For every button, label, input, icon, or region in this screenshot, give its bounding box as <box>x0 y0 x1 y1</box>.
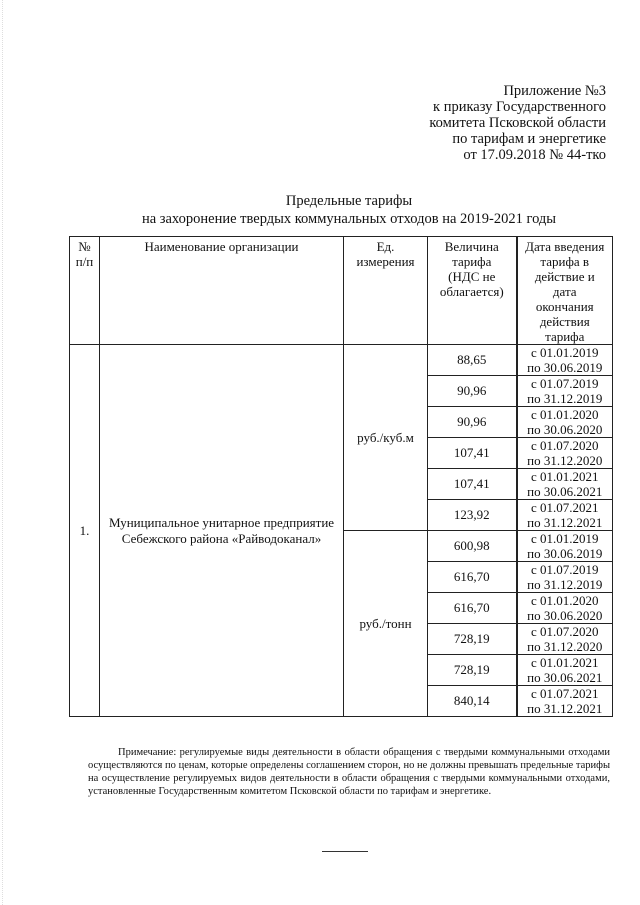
tariff-period <box>517 438 613 469</box>
period-from: с 01.01.2021 <box>530 469 599 484</box>
period-to: по 31.12.2020 <box>527 639 603 654</box>
period-from: с 01.07.2019 <box>530 562 599 577</box>
period-to: по 30.06.2021 <box>527 670 603 685</box>
header-date <box>517 237 613 345</box>
header-value-line: тарифа <box>452 254 492 269</box>
period-from: с 01.01.2020 <box>530 407 599 422</box>
tariff-value: 88,65 <box>428 345 517 376</box>
header-unit <box>344 237 428 345</box>
header-value <box>428 237 517 345</box>
header-date-line: тарифа в <box>540 254 590 269</box>
header-date-line: окончания <box>535 299 594 314</box>
header-num-line: № <box>78 239 91 254</box>
period-to: по 30.06.2021 <box>527 484 603 499</box>
header-org-label: Наименование организации <box>144 239 299 254</box>
period-from: с 01.01.2020 <box>530 593 599 608</box>
tariff-value: 728,19 <box>428 655 517 686</box>
header-date-line: Дата введения <box>525 239 605 254</box>
period-to: по 30.06.2020 <box>527 608 603 623</box>
header-unit-line: Ед. <box>376 239 395 254</box>
tariff-value: 123,92 <box>428 500 517 531</box>
title-line: на захоронение твердых коммунальных отходов на 2019-2021 годы <box>141 211 557 227</box>
tariff-period <box>517 624 613 655</box>
header-date-line: дата <box>552 284 577 299</box>
appendix-line: по тарифам и энергетике <box>452 131 606 147</box>
header-date-line: действие и <box>534 269 595 284</box>
period-to: по 31.12.2019 <box>527 577 603 592</box>
tariff-value: 90,96 <box>428 407 517 438</box>
tariff-period <box>517 562 613 593</box>
tariff-period <box>517 593 613 624</box>
appendix-line: к приказу Государственного <box>433 99 606 115</box>
period-to: по 30.06.2020 <box>527 422 603 437</box>
tariff-period <box>517 469 613 500</box>
organization-line: Муниципальное унитарное предприятие <box>108 514 335 530</box>
period-from: с 01.07.2021 <box>530 686 599 701</box>
tariff-value: 616,70 <box>428 593 517 624</box>
header-unit-line: измерения <box>356 254 415 269</box>
header-num-line: п/п <box>75 254 94 269</box>
appendix-line: от 17.09.2018 № 44-тко <box>463 147 606 163</box>
table-row <box>70 345 613 376</box>
organization-name <box>100 345 344 717</box>
header-date-line: тарифа <box>545 329 585 344</box>
tariff-period <box>517 500 613 531</box>
period-from: с 01.07.2019 <box>530 376 599 391</box>
period-from: с 01.07.2020 <box>530 624 599 639</box>
period-from: с 01.01.2019 <box>530 345 599 360</box>
tariff-value: 107,41 <box>428 469 517 500</box>
header-date-line: действия <box>539 314 590 329</box>
header-value-line: Величина <box>444 239 499 254</box>
organization-line: Себежского района «Райводоканал» <box>121 530 322 546</box>
unit-cell: руб./куб.м <box>344 345 428 531</box>
period-to: по 31.12.2020 <box>527 453 603 468</box>
period-to: по 30.06.2019 <box>527 546 603 561</box>
tariff-value: 728,19 <box>428 624 517 655</box>
header-organization <box>100 237 344 345</box>
unit-cell: руб./тонн <box>344 531 428 717</box>
tariff-table <box>69 236 613 717</box>
table-header-row <box>70 237 613 345</box>
tariff-period <box>517 686 613 717</box>
appendix-header <box>429 83 606 163</box>
tariff-period <box>517 407 613 438</box>
period-to: по 31.12.2019 <box>527 391 603 406</box>
tariff-value: 840,14 <box>428 686 517 717</box>
period-to: по 31.12.2021 <box>527 515 603 530</box>
scan-edge-artifact <box>2 0 9 905</box>
period-from: с 01.01.2021 <box>530 655 599 670</box>
tariff-period <box>517 345 613 376</box>
appendix-line: Приложение №3 <box>503 83 606 99</box>
row-number: 1. <box>70 345 100 717</box>
tariff-value: 616,70 <box>428 562 517 593</box>
tariff-period <box>517 531 613 562</box>
tariff-value: 600,98 <box>428 531 517 562</box>
header-num <box>70 237 100 345</box>
tariff-value: 90,96 <box>428 376 517 407</box>
document-title <box>60 192 638 228</box>
tariff-period <box>517 376 613 407</box>
period-to: по 30.06.2019 <box>527 360 603 375</box>
footnote: Примечание: регулируемые виды деятельности в области обращения с твердыми коммунальными отходами осуществляются по ценам, которые определены соглашением сторон, но не должны превышать предельные тарифы на осуществление регулируемых видов деятельности в области обращения с твердыми коммунальными отходами, установленные Государственным комитетом Псковской области по тарифам и энергетике. <box>88 747 610 797</box>
tariff-value: 107,41 <box>428 438 517 469</box>
bottom-dash-mark <box>322 851 368 852</box>
period-from: с 01.07.2021 <box>530 500 599 515</box>
period-from: с 01.01.2019 <box>530 531 599 546</box>
header-value-line: (НДС не <box>448 269 496 284</box>
header-value-line: облагается) <box>439 284 504 299</box>
period-from: с 01.07.2020 <box>530 438 599 453</box>
title-line: Предельные тарифы <box>285 193 413 209</box>
period-to: по 31.12.2021 <box>527 701 603 716</box>
appendix-line: комитета Псковской области <box>429 115 606 131</box>
tariff-period <box>517 655 613 686</box>
